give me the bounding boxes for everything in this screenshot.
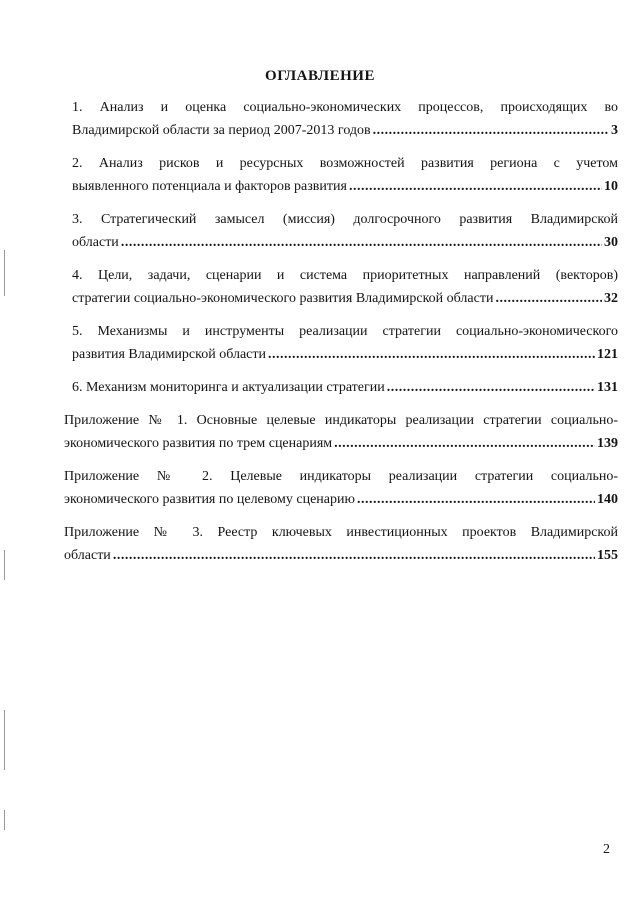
toc-page-number: 121 bbox=[597, 347, 618, 362]
toc-entry-6[interactable] bbox=[72, 376, 618, 399]
toc-entry-text: 5. Механизмы и инструменты реализации стратегии социально-экономического bbox=[72, 324, 618, 339]
toc-entry-appendix-2[interactable] bbox=[64, 465, 618, 511]
toc-entry-text: области bbox=[72, 235, 119, 250]
toc-entry-text: Владимирской области за период 2007-2013 годов bbox=[72, 123, 371, 138]
toc-page-number: 131 bbox=[597, 380, 618, 395]
toc-entry-appendix-3[interactable] bbox=[64, 521, 618, 567]
dot-leader bbox=[387, 376, 595, 399]
scan-margin-marks bbox=[4, 250, 10, 850]
toc-entry-text: 4. Цели, задачи, сценарии и система приоритетных направлений (векторов) bbox=[72, 268, 618, 283]
toc-entry-text: развития Владимирской области bbox=[72, 347, 266, 362]
toc-entry-2[interactable] bbox=[72, 152, 618, 198]
toc-entry-text: области bbox=[64, 548, 111, 563]
dot-leader bbox=[373, 119, 609, 142]
toc-entry-text: Приложение № 2. Целевые индикаторы реализации стратегии социально- bbox=[64, 469, 618, 484]
toc-page-number: 10 bbox=[604, 179, 618, 194]
toc-entry-appendix-1[interactable] bbox=[64, 409, 618, 455]
dot-leader bbox=[334, 432, 595, 455]
dot-leader bbox=[349, 175, 602, 198]
toc-entry-text: экономического развития по трем сценариям bbox=[64, 436, 333, 451]
toc-page-number: 3 bbox=[611, 123, 618, 138]
table-of-contents bbox=[64, 96, 618, 577]
toc-page-number: 140 bbox=[597, 492, 618, 507]
toc-entry-text: 3. Стратегический замысел (миссия) долгосрочного развития Владимирской bbox=[72, 212, 618, 227]
toc-entry-text: 6. Механизм мониторинга и актуализации стратегии bbox=[72, 380, 385, 395]
toc-entry-text: Приложение № 1. Основные целевые индикаторы реализации стратегии социально- bbox=[64, 413, 618, 428]
toc-entry-text: 2. Анализ рисков и ресурсных возможностей развития региона с учетом bbox=[72, 156, 618, 171]
toc-page-number: 32 bbox=[604, 291, 618, 306]
dot-leader bbox=[121, 231, 602, 254]
toc-entry-text: Приложение № 3. Реестр ключевых инвестиционных проектов Владимирской bbox=[64, 525, 618, 540]
dot-leader bbox=[268, 343, 595, 366]
dot-leader bbox=[113, 544, 595, 567]
page-title: ОГЛАВЛЕНИЕ bbox=[265, 68, 375, 84]
toc-page-number: 30 bbox=[604, 235, 618, 250]
toc-entry-text: выявленного потенциала и факторов развития bbox=[72, 179, 347, 194]
dot-leader bbox=[495, 287, 602, 310]
toc-entry-4[interactable] bbox=[72, 264, 618, 310]
page-number: 2 bbox=[603, 842, 610, 857]
dot-leader bbox=[357, 488, 595, 511]
toc-entry-text: стратегии социально-экономического развития Владимирской области bbox=[72, 291, 494, 306]
toc-entry-5[interactable] bbox=[72, 320, 618, 366]
toc-entry-text: экономического развития по целевому сценарию bbox=[64, 492, 355, 507]
toc-page-number: 139 bbox=[597, 436, 618, 451]
toc-page-number: 155 bbox=[597, 548, 618, 563]
toc-entry-1[interactable] bbox=[72, 96, 618, 142]
toc-entry-3[interactable] bbox=[72, 208, 618, 254]
toc-entry-text: 1. Анализ и оценка социально-экономических процессов, происходящих во bbox=[72, 100, 618, 115]
